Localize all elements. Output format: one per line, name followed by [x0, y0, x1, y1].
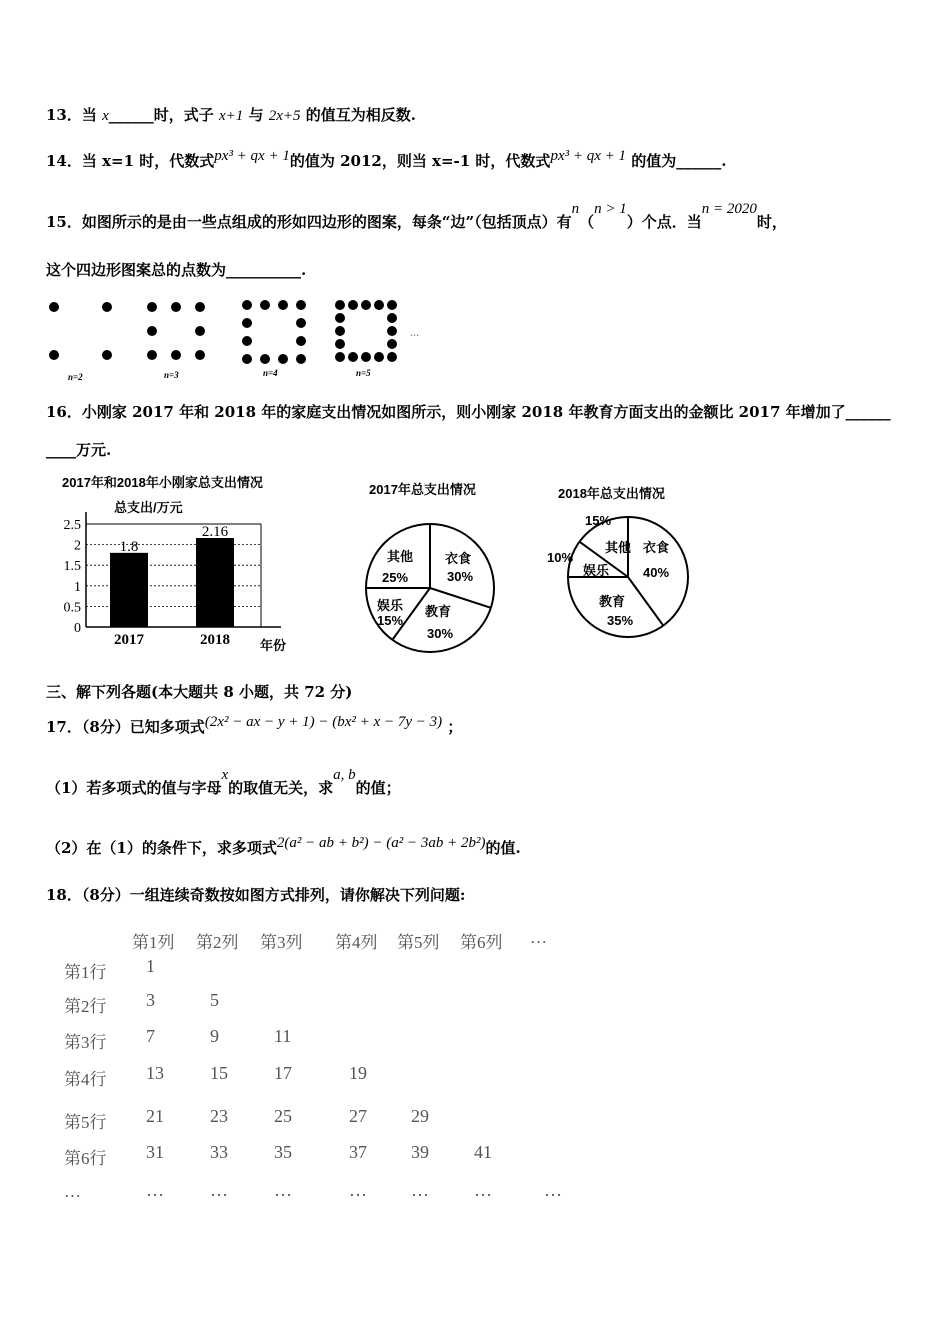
- table-cell: 35: [274, 1142, 292, 1162]
- row-header: 第4行: [64, 1070, 107, 1089]
- pie-slice-label: 衣食: [642, 540, 670, 555]
- pie-slice-label: 娱乐: [376, 598, 404, 613]
- y-tick-label: 2: [74, 538, 81, 554]
- q13-text: ______时，式子: [108, 106, 220, 124]
- dot: [102, 302, 112, 312]
- table-cell: 9: [210, 1026, 219, 1046]
- dot: [49, 302, 59, 312]
- column-header: 第2列: [196, 933, 239, 952]
- dot: [348, 300, 358, 310]
- row-header: 第1行: [64, 963, 107, 982]
- dot: [296, 336, 306, 346]
- question-15: [46, 201, 787, 232]
- x-category-label: 2018: [200, 632, 230, 648]
- q14-text: 的值为______.: [631, 152, 727, 170]
- q17-tail: ；: [447, 718, 463, 736]
- table-cell: …: [274, 1180, 292, 1200]
- label-n4: n=4: [263, 368, 278, 378]
- table-cell: …: [146, 1180, 164, 1200]
- q13-expr1: x+1: [219, 108, 244, 124]
- table-cell: 39: [411, 1142, 429, 1162]
- column-header: 第1列: [132, 933, 175, 952]
- pie-chart-2018: [538, 480, 708, 644]
- bar-chart-xlabel: 年份: [260, 638, 287, 653]
- dot: [387, 326, 397, 336]
- question-17: [46, 716, 462, 737]
- dot: [242, 354, 252, 364]
- pie-slice-label: 其他: [386, 549, 414, 564]
- q13-text: 与: [243, 106, 269, 124]
- dot: [242, 300, 252, 310]
- table-cell: 5: [210, 990, 219, 1010]
- dot: [171, 302, 181, 312]
- dot: [195, 350, 205, 360]
- question-18: 18．（8分）一组连续奇数按如图方式排列，请你解决下列问题:: [46, 886, 466, 904]
- dot: [387, 339, 397, 349]
- q13-expr2: 2x+5: [268, 108, 301, 124]
- pie-chart-2017: [355, 478, 505, 662]
- dot: [335, 352, 345, 362]
- column-header: 第3列: [260, 933, 303, 952]
- q13-x: x: [102, 108, 109, 124]
- table-cell: …: [411, 1180, 429, 1200]
- table-cell: 3: [146, 990, 155, 1010]
- q15-text: 时，: [756, 213, 787, 231]
- q15-n: n: [571, 201, 580, 217]
- y-tick-label: 0.5: [63, 600, 81, 616]
- q17-p2-text: （2）在（1）的条件下，求多项式: [46, 839, 277, 857]
- pie-slice-percent: 15%: [584, 513, 612, 528]
- q16-line2: ____万元.: [46, 441, 112, 459]
- y-tick-label: 1.5: [63, 559, 81, 575]
- dot: [49, 350, 59, 360]
- dot: [278, 354, 288, 364]
- table-cell: 13: [146, 1063, 164, 1083]
- table-cell: …: [349, 1180, 367, 1200]
- row-header: 第6行: [64, 1149, 107, 1168]
- dot: [260, 354, 270, 364]
- dot-pattern-figure: [44, 298, 424, 388]
- dot: [335, 300, 345, 310]
- table-cell: …: [544, 1180, 562, 1200]
- dot: [361, 300, 371, 310]
- q15-paren: （: [579, 213, 595, 231]
- bar-2018: [196, 538, 234, 627]
- q15-text: 15．如图所示的是由一些点组成的形如四边形的图案，每条“边”（包括顶点）有: [46, 213, 572, 231]
- ellipsis: …: [410, 328, 419, 338]
- dot: [260, 300, 270, 310]
- q14-polynomial: px³ + qx + 1: [550, 148, 626, 164]
- table-cell: 21: [146, 1106, 164, 1126]
- table-cell: …: [474, 1180, 492, 1200]
- bar-chart-title: 2017年和2018年小刚家总支出情况: [62, 475, 263, 490]
- q17-p2-polynomial: 2(a² − ab + b²) − (a² − 3ab + 2b²): [276, 835, 486, 851]
- table-cell: 27: [349, 1106, 367, 1126]
- pie-2018-title: 2018年总支出情况: [558, 486, 665, 501]
- bar-chart: [52, 472, 302, 661]
- dot: [387, 313, 397, 323]
- y-tick-label: 1: [74, 579, 81, 595]
- table-cell: 31: [146, 1142, 164, 1162]
- q14-text: 14．当 x=1 时，代数式: [46, 152, 215, 170]
- question-14: [46, 150, 726, 171]
- dot: [278, 300, 288, 310]
- bar-2017: [110, 553, 148, 627]
- q13-text: 的值互为相反数.: [300, 106, 416, 124]
- dot: [147, 326, 157, 336]
- dot: [387, 300, 397, 310]
- dot: [195, 302, 205, 312]
- y-tick-label: 2.5: [63, 518, 81, 533]
- q17-p1-ab: a, b: [333, 767, 356, 783]
- row-header: 第2行: [64, 997, 107, 1016]
- column-header: 第6列: [460, 933, 503, 952]
- dot: [361, 352, 371, 362]
- table-cell: …: [210, 1180, 228, 1200]
- dot: [374, 300, 384, 310]
- table-cell: 33: [210, 1142, 228, 1162]
- pie-slice-percent: 25%: [381, 570, 409, 585]
- question-13: [46, 104, 416, 125]
- column-header: 第5列: [397, 933, 440, 952]
- q15-condition: n > 1: [594, 201, 627, 217]
- label-n3: n=3: [164, 370, 179, 380]
- dot: [296, 354, 306, 364]
- dot: [335, 313, 345, 323]
- dot: [242, 336, 252, 346]
- table-cell: 25: [274, 1106, 292, 1126]
- q17-p1-x: x: [221, 767, 229, 783]
- label-n2: n=2: [68, 372, 83, 382]
- pie-slice-percent: 30%: [426, 626, 454, 641]
- bar-data-label: 1.8: [119, 538, 139, 555]
- q17-part1: [46, 767, 401, 798]
- pie-2017-title: 2017年总支出情况: [369, 482, 476, 497]
- q15-line2: 这个四边形图案总的点数为__________.: [46, 261, 307, 279]
- row-header: 第5行: [64, 1113, 107, 1132]
- q17-part2: [46, 837, 521, 858]
- dot: [147, 350, 157, 360]
- y-tick-label: 0: [74, 621, 81, 636]
- table-cell: 7: [146, 1026, 155, 1046]
- pie-slice-percent: 10%: [546, 550, 574, 565]
- dot: [171, 350, 181, 360]
- q17-polynomial: (2x² − ax − y + 1) − (bx² + x − 7y − 3): [204, 714, 443, 730]
- table-cell: 37: [349, 1142, 367, 1162]
- pie-slice-percent: 40%: [642, 565, 670, 580]
- row-header: …: [64, 1182, 81, 1201]
- dot: [335, 326, 345, 336]
- dot: [296, 300, 306, 310]
- q14-polynomial: px³ + qx + 1: [214, 148, 290, 164]
- pie-slice-label: 其他: [604, 540, 632, 555]
- dot: [102, 350, 112, 360]
- dot: [296, 318, 306, 328]
- label-n5: n=5: [356, 368, 371, 378]
- row-header: 第3行: [64, 1033, 107, 1052]
- pie-slice-label: 教育: [598, 594, 626, 609]
- table-cell: 17: [274, 1063, 292, 1083]
- table-cell: 23: [210, 1106, 228, 1126]
- bar-chart-ylabel: 总支出/万元: [114, 500, 183, 515]
- q14-text: 的值为 2012，则当 x=-1 时，代数式: [289, 152, 551, 170]
- table-cell: 1: [146, 956, 155, 976]
- x-category-label: 2017: [114, 632, 144, 648]
- table-cell: 15: [210, 1063, 228, 1083]
- column-header: 第4列: [335, 933, 378, 952]
- pie-slice-percent: 35%: [606, 613, 634, 628]
- q15-condition-2020: n = 2020: [701, 201, 757, 217]
- column-header: …: [530, 928, 547, 947]
- dot: [374, 352, 384, 362]
- pie-slice-label: 衣食: [444, 551, 472, 566]
- table-cell: 41: [474, 1142, 492, 1162]
- table-cell: 29: [411, 1106, 429, 1126]
- dot: [242, 318, 252, 328]
- odd-number-table: [60, 928, 580, 1208]
- q17-p1-text: （1）若多项式的值与字母: [46, 779, 222, 797]
- dot: [348, 352, 358, 362]
- dot: [195, 326, 205, 336]
- pie-slice-percent: 15%: [376, 613, 404, 628]
- q13-text: 13．当: [46, 106, 103, 124]
- table-cell: 11: [274, 1026, 292, 1046]
- dot: [335, 339, 345, 349]
- q17-p1-text: 的值；: [355, 779, 401, 797]
- pie-slice-label: 娱乐: [582, 563, 610, 578]
- pie-slice-label: 教育: [424, 604, 452, 619]
- q17-p1-text: 的取值无关，求: [228, 779, 334, 797]
- q15-text: ）个点．当: [626, 213, 702, 231]
- dot: [387, 352, 397, 362]
- bar-data-label: 2.16: [201, 524, 229, 541]
- q17-head: 17．（8分）已知多项式: [46, 718, 205, 736]
- q17-p2-text: 的值.: [485, 839, 521, 857]
- dot: [147, 302, 157, 312]
- table-cell: 19: [349, 1063, 367, 1083]
- pie-slice-percent: 30%: [446, 569, 474, 584]
- section-3-heading: 三、解下列各题(本大题共 8 小题，共 72 分): [46, 683, 353, 701]
- q16-line1: 16．小刚家 2017 年和 2018 年的家庭支出情况如图所示，则小刚家 2018 年教育方面支出的金额比 2017 年增加了______: [46, 403, 891, 421]
